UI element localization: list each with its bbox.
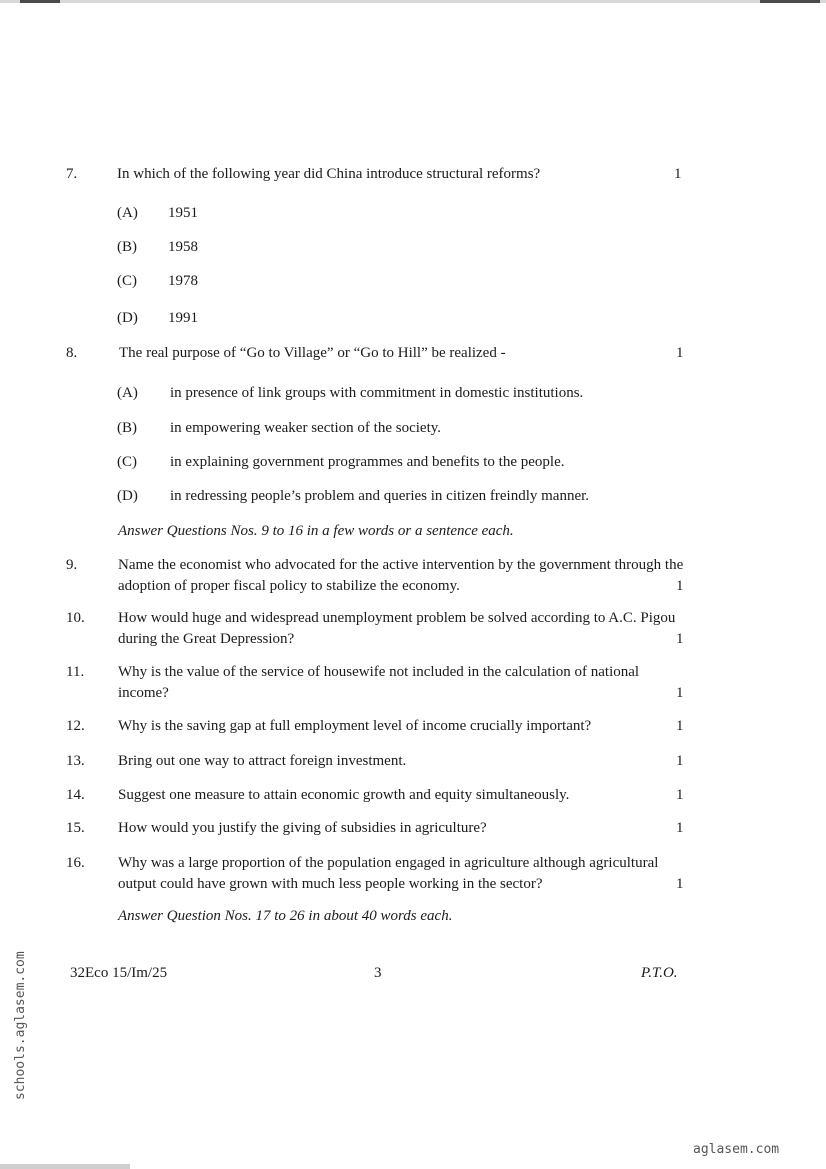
corner-watermark: aglasem.com (693, 1142, 780, 1157)
section-instruction: Answer Question Nos. 17 to 26 in about 40 words each. (118, 908, 453, 924)
question-number: 16. (66, 855, 85, 871)
top-scan-mark (760, 0, 820, 3)
side-watermark: schools.aglasem.com (13, 951, 28, 1100)
question-text: The real purpose of “Go to Village” or “Go to Hill” be realized - (119, 345, 506, 361)
option-text: 1951 (168, 205, 198, 221)
option-text: 1978 (168, 273, 198, 289)
option-text: 1991 (168, 310, 198, 326)
bottom-scan-edge (0, 1164, 130, 1169)
question-text: Why was a large proportion of the population engaged in agriculture although agricultural output could have grown with much less people working in the sector? (118, 855, 659, 892)
section-instruction: Answer Questions Nos. 9 to 16 in a few words or a sentence each. (118, 523, 514, 539)
question-number: 9. (66, 557, 78, 573)
option-label: (A) (117, 385, 138, 401)
option-label: (A) (117, 205, 138, 221)
question-marks: 1 (676, 820, 684, 836)
question-marks: 1 (676, 685, 684, 701)
question-marks: 1 (676, 578, 684, 594)
option-text: in explaining government programmes and benefits to the people. (170, 454, 565, 470)
question-number: 14. (66, 787, 85, 803)
question-number: 8. (66, 345, 78, 361)
question-number: 10. (66, 610, 85, 626)
question-number: 7. (66, 166, 78, 182)
top-scan-edge (0, 0, 826, 3)
top-scan-mark (20, 0, 60, 3)
option-text: in empowering weaker section of the society. (170, 420, 442, 436)
option-text: in redressing people’s problem and queries in citizen freindly manner. (170, 488, 590, 504)
question-text: Why is the saving gap at full employment level of income crucially important? (118, 718, 592, 734)
question-marks: 1 (676, 718, 684, 734)
pto-label: P.T.O. (641, 965, 678, 981)
option-label: (B) (117, 239, 137, 255)
option-label: (C) (117, 273, 137, 289)
option-label: (C) (117, 454, 137, 470)
option-label: (D) (117, 488, 138, 504)
question-text: How would you justify the giving of subsidies in agriculture? (118, 820, 487, 836)
option-text: in presence of link groups with commitment in domestic institutions. (170, 385, 584, 401)
question-text: Why is the value of the service of housewife not included in the calculation of national income? (118, 664, 640, 701)
question-marks: 1 (676, 753, 684, 769)
question-marks: 1 (674, 166, 682, 182)
question-text: In which of the following year did China introduce structural reforms? (117, 166, 541, 182)
question-marks: 1 (676, 631, 684, 647)
question-number: 11. (66, 664, 85, 680)
question-marks: 1 (676, 876, 684, 892)
page-number: 3 (374, 965, 382, 981)
option-label: (D) (117, 310, 138, 326)
paper-code: 32Eco 15/Im/25 (70, 965, 168, 981)
question-number: 13. (66, 753, 85, 769)
question-number: 12. (66, 718, 85, 734)
question-marks: 1 (676, 787, 684, 803)
question-text: Bring out one way to attract foreign investment. (118, 753, 407, 769)
question-text: Name the economist who advocated for the active intervention by the government through the adoption of proper fiscal policy to stabilize the economy. (118, 557, 684, 594)
question-text: Suggest one measure to attain economic growth and equity simultaneously. (118, 787, 570, 803)
question-marks: 1 (676, 345, 684, 361)
question-text: How would huge and widespread unemployment problem be solved according to A.C. Pigou during the Great Depression? (118, 610, 676, 647)
option-text: 1958 (168, 239, 198, 255)
option-label: (B) (117, 420, 137, 436)
question-number: 15. (66, 820, 85, 836)
